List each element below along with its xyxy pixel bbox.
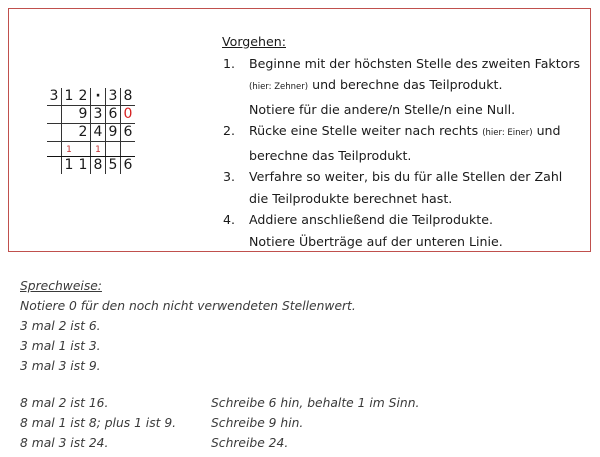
speech-left: 8 mal 2 ist 16. xyxy=(20,396,109,410)
grid-cell xyxy=(62,124,77,142)
carry-row xyxy=(47,142,135,157)
grid-cell: 4 xyxy=(91,124,106,142)
step-text: Rücke eine Stelle weiter nach rechts xyxy=(249,123,483,138)
carry-cell xyxy=(121,142,136,157)
step-4 xyxy=(222,209,592,252)
step-line: Addiere anschließend die Teilprodukte. xyxy=(249,212,493,227)
multiplication-grid xyxy=(47,88,135,174)
spacer xyxy=(20,376,419,393)
step-line xyxy=(249,74,592,99)
grid-cell: 5 xyxy=(106,157,121,175)
placeholder-zero: 0 xyxy=(121,106,136,124)
procedure-steps xyxy=(222,53,592,253)
speech-line: 3 mal 1 ist 3. xyxy=(20,339,101,353)
step-number: 2. xyxy=(223,123,236,138)
grid-cell: 6 xyxy=(106,106,121,124)
grid-cell: 3 xyxy=(47,88,62,106)
factor-row xyxy=(47,88,135,106)
speech-pair xyxy=(20,433,419,453)
grid-cell: 8 xyxy=(121,88,136,106)
speech-title: Sprechweise: xyxy=(20,279,102,293)
speech-right: Schreibe 9 hin. xyxy=(211,416,304,430)
carry-cell xyxy=(47,142,62,157)
result-row xyxy=(47,157,135,175)
step-text: Beginne mit der höchsten Stelle des zweiten Faktors xyxy=(249,55,581,71)
grid-cell: 2 xyxy=(76,124,91,142)
step-line: die Teilprodukte berechnet hast. xyxy=(249,190,453,206)
grid-cell: 8 xyxy=(91,157,106,175)
step-line: Verfahre so weiter, bis du für alle Stellen der Zahl xyxy=(249,169,563,184)
step-number: 3. xyxy=(223,169,236,184)
step-line: berechne das Teilprodukt. xyxy=(249,147,412,163)
step-text: und xyxy=(532,123,561,138)
grid-cell: 9 xyxy=(78,106,88,122)
grid-cell: 1 xyxy=(62,157,77,175)
grid-cell xyxy=(47,106,62,124)
step-2 xyxy=(222,120,592,166)
step-number: 4. xyxy=(223,212,236,227)
carry-cell: 1 xyxy=(91,142,106,157)
speech-pair xyxy=(20,413,419,433)
grid-cell: 6 xyxy=(121,157,136,175)
speech-pair xyxy=(20,393,419,413)
speech-section xyxy=(20,276,419,453)
grid-cell xyxy=(47,124,62,142)
speech-right: Schreibe 6 hin, behalte 1 im Sinn. xyxy=(211,396,420,410)
grid-cell: 6 xyxy=(121,124,136,142)
grid-cell: 9 xyxy=(106,124,121,142)
speech-right: Schreibe 24. xyxy=(211,436,289,450)
step-hint: (hier: Zehner) xyxy=(249,82,309,92)
grid-cell xyxy=(62,106,77,124)
grid-cell: 1 xyxy=(62,88,77,106)
speech-line: 3 mal 3 ist 9. xyxy=(20,359,101,373)
carry-cell: 1 xyxy=(62,142,77,157)
step-line: Notiere Überträge auf der unteren Linie. xyxy=(249,233,503,249)
speech-line: 3 mal 2 ist 6. xyxy=(20,319,101,333)
step-1 xyxy=(222,53,592,121)
grid-cell xyxy=(47,157,62,175)
step-line xyxy=(249,53,592,75)
step-line: Notiere für die andere/n Stelle/n eine Null. xyxy=(249,101,516,117)
grid-cell: 2 xyxy=(76,88,91,106)
grid-cell: 3 xyxy=(91,106,106,124)
partial-product-row xyxy=(47,106,135,124)
speech-left: 8 mal 3 ist 24. xyxy=(20,436,109,450)
step-3 xyxy=(222,166,592,209)
step-line xyxy=(249,120,592,145)
instruction-box xyxy=(8,8,591,252)
step-number: 1. xyxy=(223,55,236,71)
partial-product-row xyxy=(47,124,135,142)
step-text: und berechne das Teilprodukt. xyxy=(308,77,503,92)
carry-cell xyxy=(76,142,91,157)
grid-cell: 1 xyxy=(78,157,88,173)
multiply-dot: · xyxy=(91,88,106,106)
speech-left: 8 mal 1 ist 8; plus 1 ist 9. xyxy=(20,416,177,430)
procedure xyxy=(222,31,592,252)
speech-line: Notiere 0 für den noch nicht verwendeten Stellenwert. xyxy=(20,299,356,313)
grid-cell: 3 xyxy=(106,88,121,106)
step-hint: (hier: Einer) xyxy=(482,128,533,138)
procedure-title: Vorgehen: xyxy=(222,34,286,49)
carry-cell xyxy=(106,142,121,157)
